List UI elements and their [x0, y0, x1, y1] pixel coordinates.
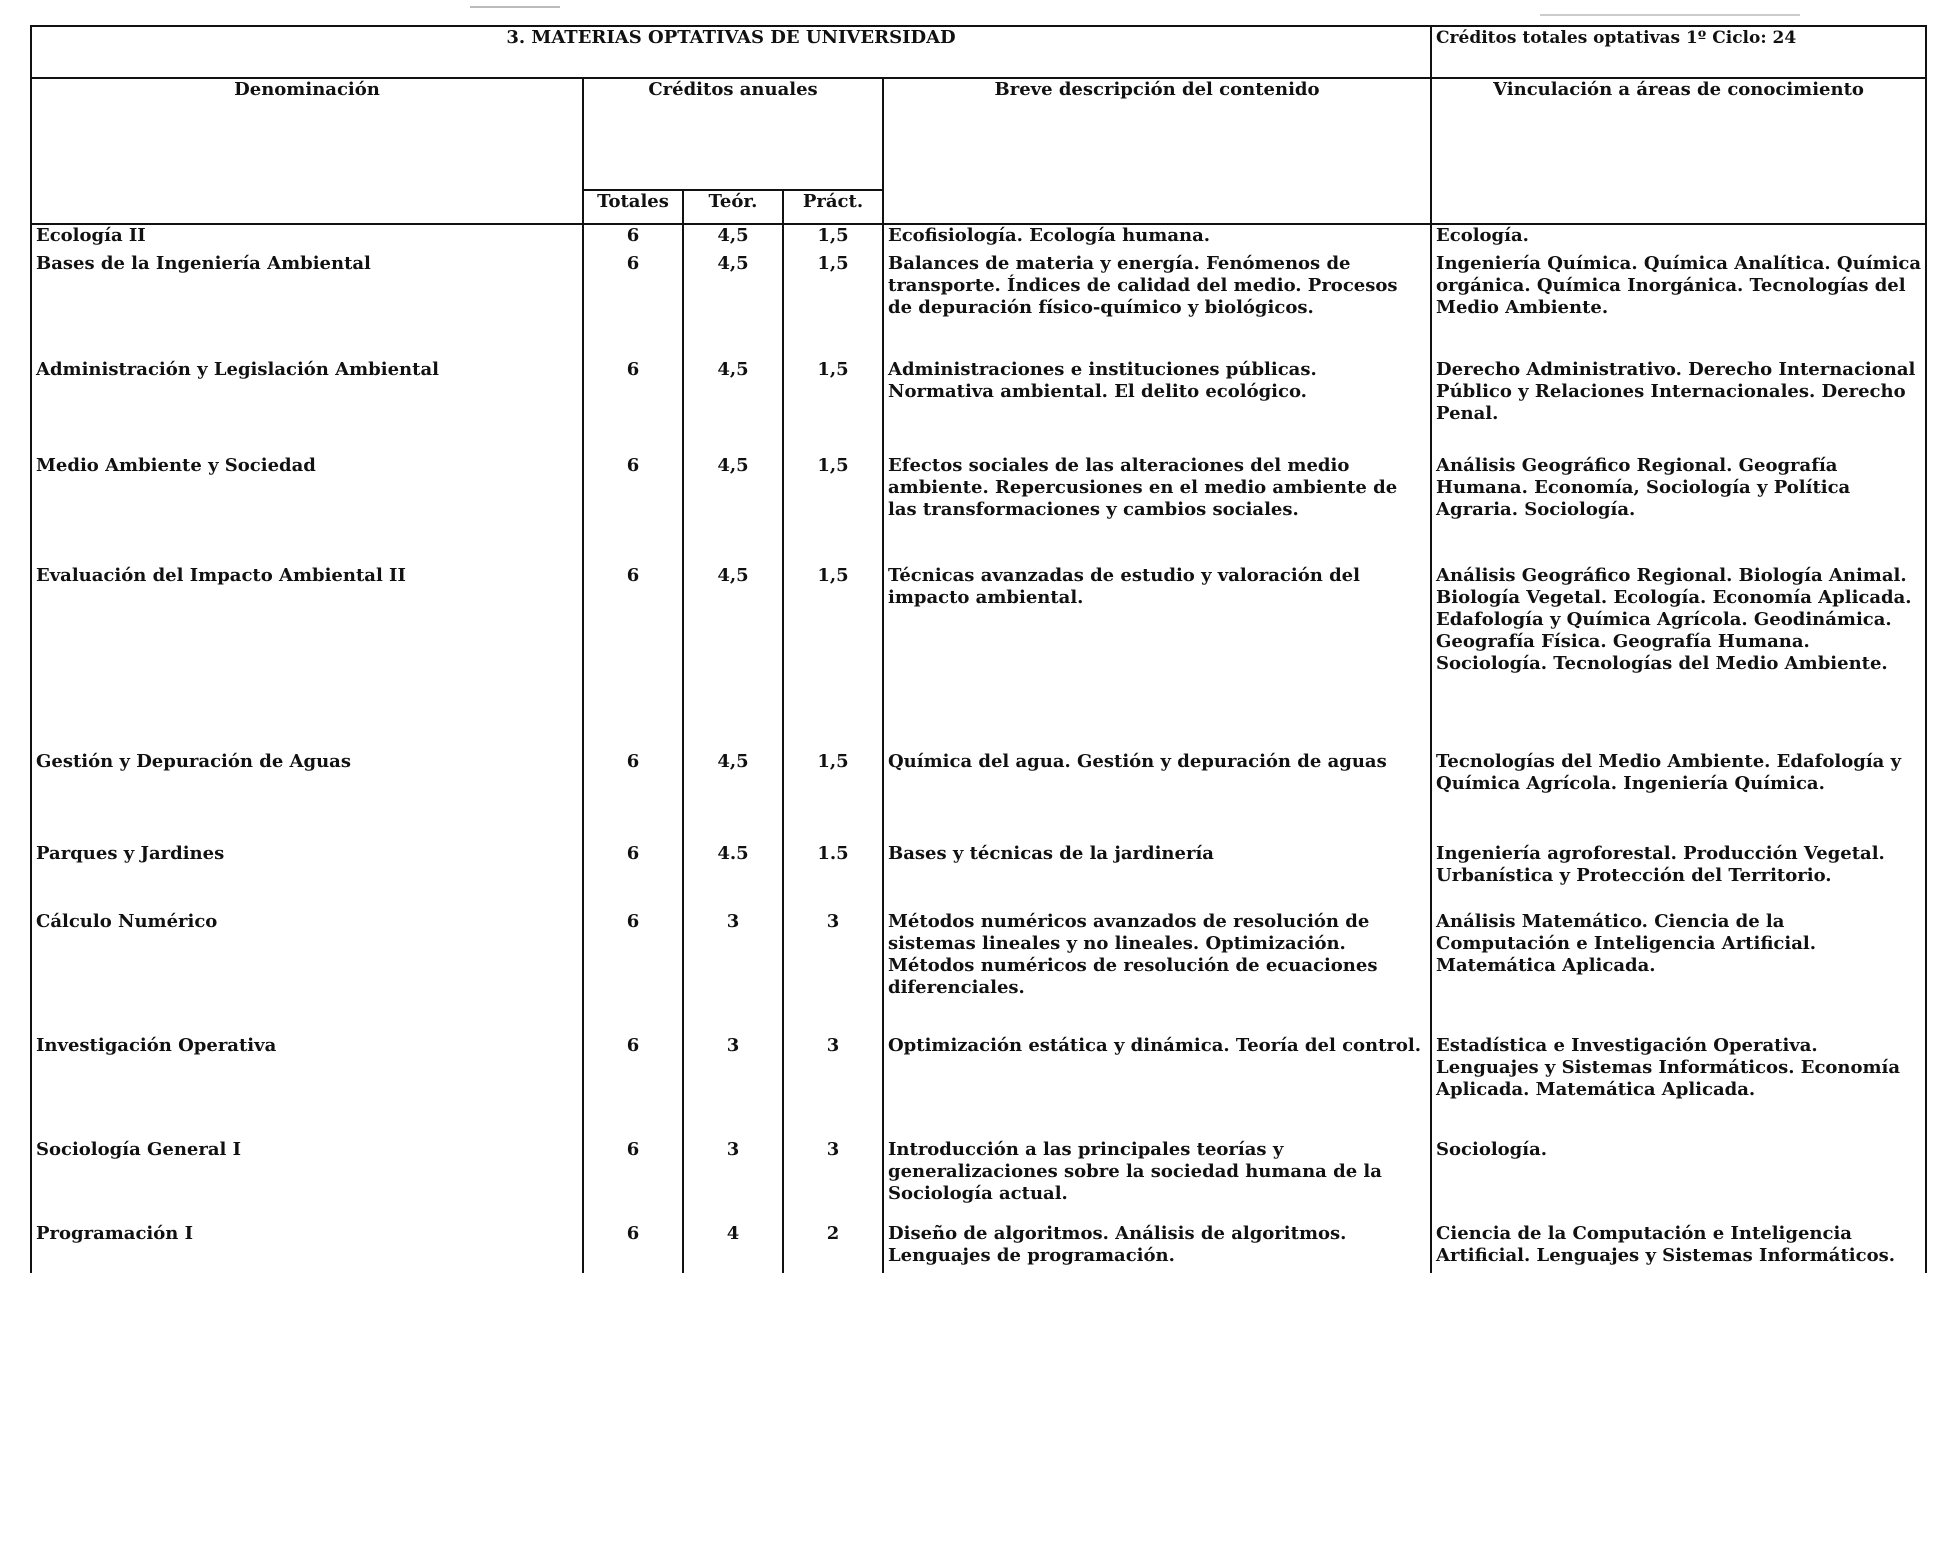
subject-description: Técnicas avanzadas de estudio y valoración del impacto ambiental. [883, 565, 1431, 751]
table-row [31, 751, 1926, 843]
credits-totales: 6 [583, 565, 683, 751]
credits-totales: 6 [583, 1223, 683, 1273]
table-row [31, 911, 1926, 1035]
subject-name: Administración y Legislación Ambiental [31, 359, 583, 455]
subject-name: Medio Ambiente y Sociedad [31, 455, 583, 565]
subject-areas: Ingeniería Química. Química Analítica. Química orgánica. Química Inorgánica. Tecnologías del Medio Ambiente. [1431, 253, 1926, 359]
subject-description: Administraciones e instituciones públicas. Normativa ambiental. El delito ecológico. [883, 359, 1431, 455]
subject-areas: Derecho Administrativo. Derecho Internacional Público y Relaciones Internacionales. Derecho Penal. [1431, 359, 1926, 455]
table-row [31, 455, 1926, 565]
credits-pract: 1,5 [783, 751, 883, 843]
subject-description: Balances de materia y energía. Fenómenos de transporte. Índices de calidad del medio. Procesos de depuración físico-químico y biológicos. [883, 253, 1431, 359]
table-row [31, 359, 1926, 455]
credits-teor: 4,5 [683, 455, 783, 565]
subject-description: Bases y técnicas de la jardinería [883, 843, 1431, 911]
credits-pract: 3 [783, 1139, 883, 1223]
credits-pract: 2 [783, 1223, 883, 1273]
subject-areas: Análisis Matemático. Ciencia de la Computación e Inteligencia Artificial. Matemática Aplicada. [1431, 911, 1926, 1035]
subject-name: Cálculo Numérico [31, 911, 583, 1035]
subject-name: Ecología II [31, 224, 583, 253]
col-header-totales: Totales [583, 190, 683, 224]
table-row [31, 1139, 1926, 1223]
total-credits: Créditos totales optativas 1º Ciclo: 24 [1431, 26, 1926, 78]
credits-teor: 4,5 [683, 751, 783, 843]
credits-teor: 4,5 [683, 253, 783, 359]
subject-description: Métodos numéricos avanzados de resolución de sistemas lineales y no lineales. Optimización. Métodos numéricos de resolución de ecuaciones diferenciales. [883, 911, 1431, 1035]
subject-description: Introducción a las principales teorías y generalizaciones sobre la sociedad humana de la Sociología actual. [883, 1139, 1431, 1223]
subject-name: Evaluación del Impacto Ambiental II [31, 565, 583, 751]
table-row [31, 1035, 1926, 1139]
credits-teor: 3 [683, 1035, 783, 1139]
credits-pract: 3 [783, 1035, 883, 1139]
credits-totales: 6 [583, 224, 683, 253]
subject-name: Bases de la Ingeniería Ambiental [31, 253, 583, 359]
document-page [30, 25, 1925, 1515]
table-row [31, 843, 1926, 911]
credits-pract: 1,5 [783, 455, 883, 565]
header-row [31, 78, 1926, 190]
credits-teor: 4,5 [683, 224, 783, 253]
table-row [31, 224, 1926, 253]
credits-totales: 6 [583, 1139, 683, 1223]
credits-totales: 6 [583, 253, 683, 359]
subject-name: Investigación Operativa [31, 1035, 583, 1139]
subject-description: Ecofisiología. Ecología humana. [883, 224, 1431, 253]
table-title-row [31, 26, 1926, 78]
subject-areas: Ciencia de la Computación e Inteligencia Artificial. Lenguajes y Sistemas Informáticos. [1431, 1223, 1926, 1273]
credits-totales: 6 [583, 455, 683, 565]
subject-areas: Tecnologías del Medio Ambiente. Edafología y Química Agrícola. Ingeniería Química. [1431, 751, 1926, 843]
table-row [31, 253, 1926, 359]
subject-name: Gestión y Depuración de Aguas [31, 751, 583, 843]
subject-areas: Ecología. [1431, 224, 1926, 253]
subjects-table [30, 25, 1927, 1273]
credits-teor: 4,5 [683, 359, 783, 455]
col-header-creditos: Créditos anuales [583, 78, 883, 190]
subject-areas: Análisis Geográfico Regional. Biología Animal. Biología Vegetal. Ecología. Economía Aplicada. Edafología y Química Agrícola. Geodinámica. Geografía Física. Geografía Humana. Sociología. Tecnologías del Medio Ambiente. [1431, 565, 1926, 751]
credits-teor: 3 [683, 911, 783, 1035]
credits-totales: 6 [583, 911, 683, 1035]
subject-description: Diseño de algoritmos. Análisis de algoritmos. Lenguajes de programación. [883, 1223, 1431, 1273]
credits-pract: 3 [783, 911, 883, 1035]
subject-description: Química del agua. Gestión y depuración de aguas [883, 751, 1431, 843]
table-title: 3. MATERIAS OPTATIVAS DE UNIVERSIDAD [31, 26, 1431, 78]
subject-description: Optimización estática y dinámica. Teoría del control. [883, 1035, 1431, 1139]
scan-mark [1540, 14, 1800, 16]
subject-name: Programación I [31, 1223, 583, 1273]
subject-name: Parques y Jardines [31, 843, 583, 911]
credits-pract: 1,5 [783, 565, 883, 751]
credits-totales: 6 [583, 1035, 683, 1139]
subject-areas: Sociología. [1431, 1139, 1926, 1223]
credits-teor: 4,5 [683, 565, 783, 751]
table-row [31, 1223, 1926, 1273]
subject-description: Efectos sociales de las alteraciones del medio ambiente. Repercusiones en el medio ambiente de las transformaciones y cambios sociales. [883, 455, 1431, 565]
col-header-denominacion: Denominación [31, 78, 583, 224]
credits-teor: 4 [683, 1223, 783, 1273]
subject-name: Sociología General I [31, 1139, 583, 1223]
subject-areas: Ingeniería agroforestal. Producción Vegetal. Urbanística y Protección del Territorio. [1431, 843, 1926, 911]
credits-pract: 1,5 [783, 224, 883, 253]
col-header-pract: Práct. [783, 190, 883, 224]
credits-teor: 3 [683, 1139, 783, 1223]
col-header-teor: Teór. [683, 190, 783, 224]
col-header-vinculacion: Vinculación a áreas de conocimiento [1431, 78, 1926, 224]
subject-areas: Estadística e Investigación Operativa. Lenguajes y Sistemas Informáticos. Economía Aplicada. Matemática Aplicada. [1431, 1035, 1926, 1139]
table-row [31, 565, 1926, 751]
col-header-descripcion: Breve descripción del contenido [883, 78, 1431, 224]
subject-areas: Análisis Geográfico Regional. Geografía Humana. Economía, Sociología y Política Agraria. Sociología. [1431, 455, 1926, 565]
credits-totales: 6 [583, 359, 683, 455]
credits-teor: 4.5 [683, 843, 783, 911]
credits-pract: 1.5 [783, 843, 883, 911]
credits-totales: 6 [583, 751, 683, 843]
scan-mark [470, 6, 560, 8]
credits-totales: 6 [583, 843, 683, 911]
credits-pract: 1,5 [783, 253, 883, 359]
credits-pract: 1,5 [783, 359, 883, 455]
